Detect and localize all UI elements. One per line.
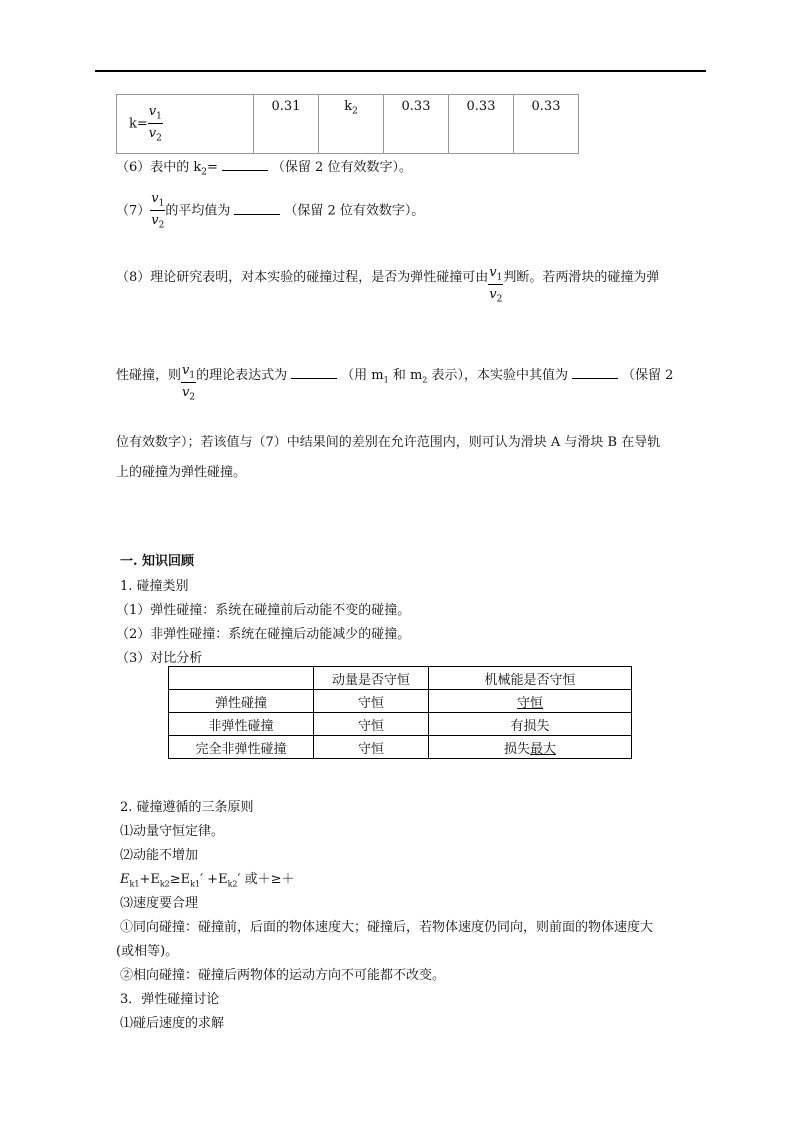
- table-cell: [169, 667, 314, 690]
- v1-over-v2-fraction: $\frac{v_1}{v_2}$: [151, 191, 165, 231]
- table-header-cell: 动量是否守恒: [314, 667, 429, 690]
- table-row: [117, 95, 579, 154]
- v1-over-v2-fraction: $\frac{v_1}{v_2}$: [148, 103, 162, 144]
- v1-over-v2-fraction: $\frac{v_1}{v_2}$: [182, 363, 196, 403]
- question-8-line-4: 上的碰撞为弹性碰撞。: [116, 465, 247, 480]
- principles-heading: 2. 碰撞遵循的三条原则: [120, 800, 254, 815]
- table-cell: 0.31: [254, 95, 319, 154]
- comparison-table: [168, 666, 632, 759]
- table-cell: 0.33: [384, 95, 449, 154]
- principle-3: ⑶速度要合理: [120, 896, 199, 911]
- comparison-heading: （3）对比分析: [116, 651, 203, 666]
- table-cell: 有损失: [429, 713, 632, 736]
- table-cell: 弹性碰撞: [169, 690, 314, 713]
- kinetic-energy-formula: $E_{k1}+E_{k2}\ge E_{k1}' +E_{k2}'$ 或＋≥＋: [120, 872, 295, 889]
- table-cell: 守恒: [429, 690, 632, 713]
- question-8-line-3: 位有效数字）；若该值与（7）中结果间的差别在允许范围内，则可认为滑块 A 与滑块 B 在导轨: [116, 435, 661, 450]
- post-collision-velocity: ⑴碰后速度的求解: [120, 1016, 225, 1031]
- k-label: k=: [129, 116, 148, 132]
- elastic-collision-def: （1）弹性碰撞：系统在碰撞前后动能不变的碰撞。: [116, 603, 411, 618]
- table-cell: 0.33: [514, 95, 579, 154]
- table-row: [169, 690, 632, 713]
- table-cell: 完全非弹性碰撞: [169, 736, 314, 759]
- question-8-line-2: 性碰撞，则 $\frac{v_1}{v_2}$ 的理论表达式为 （用 $m_1$ 和 $m_2$ 表示），本实验中其值为 （保留 2: [116, 363, 674, 403]
- principle-1: ⑴动量守恒定律。: [120, 824, 225, 839]
- opposite-direction-collision: ②相向碰撞：碰撞后两物体的运动方向不可能都不改变。: [120, 968, 446, 983]
- question-7: （7） $\frac{v_1}{v_2}$ 的平均值为 （保留 2 位有效数字）。: [116, 191, 425, 231]
- table-header-cell: 机械能是否守恒: [429, 667, 632, 690]
- answer-blank: [234, 204, 280, 215]
- table-cell: $k_2$: [319, 95, 384, 154]
- answer-blank: [291, 368, 337, 379]
- collision-types-heading: 1. 碰撞类别: [120, 579, 189, 594]
- same-direction-collision-cont: (或相等)。: [116, 944, 179, 959]
- question-8-line-1: （8）理论研究表明，对本实验的碰撞过程，是否为弹性碰撞可由 $\frac{v_1}{v_2}$ 判断。若两滑块的碰撞为弹: [116, 265, 660, 305]
- table-cell: 守恒: [314, 713, 429, 736]
- inelastic-collision-def: （2）非弹性碰撞：系统在碰撞后动能减少的碰撞。: [116, 627, 411, 642]
- table-cell: 0.33: [449, 95, 514, 154]
- question-6: （6）表中的 $k_2=$ （保留 2 位有效数字）。: [116, 160, 412, 178]
- table-cell: 守恒: [314, 690, 429, 713]
- table-header-row: [169, 667, 632, 690]
- table-cell: 损失最大: [429, 736, 632, 759]
- principle-2: ⑵动能不增加: [120, 848, 199, 863]
- same-direction-collision: ①同向碰撞：碰撞前，后面的物体速度大；碰撞后，若物体速度仍同向，则前面的物体速度大: [120, 920, 654, 935]
- answer-blank: [572, 368, 618, 379]
- table-row: [169, 713, 632, 736]
- table-cell: 守恒: [314, 736, 429, 759]
- answer-blank: [222, 160, 268, 171]
- k-label-cell: [117, 95, 254, 154]
- v1-over-v2-fraction: $\frac{v_1}{v_2}$: [489, 265, 503, 305]
- elastic-discussion-heading: 3．弹性碰撞讨论: [120, 992, 220, 1007]
- k-ratio-table: [116, 94, 579, 154]
- section-title: 一. 知识回顾: [120, 554, 195, 569]
- table-row: [169, 736, 632, 759]
- header-rule: [95, 70, 706, 72]
- table-cell: 非弹性碰撞: [169, 713, 314, 736]
